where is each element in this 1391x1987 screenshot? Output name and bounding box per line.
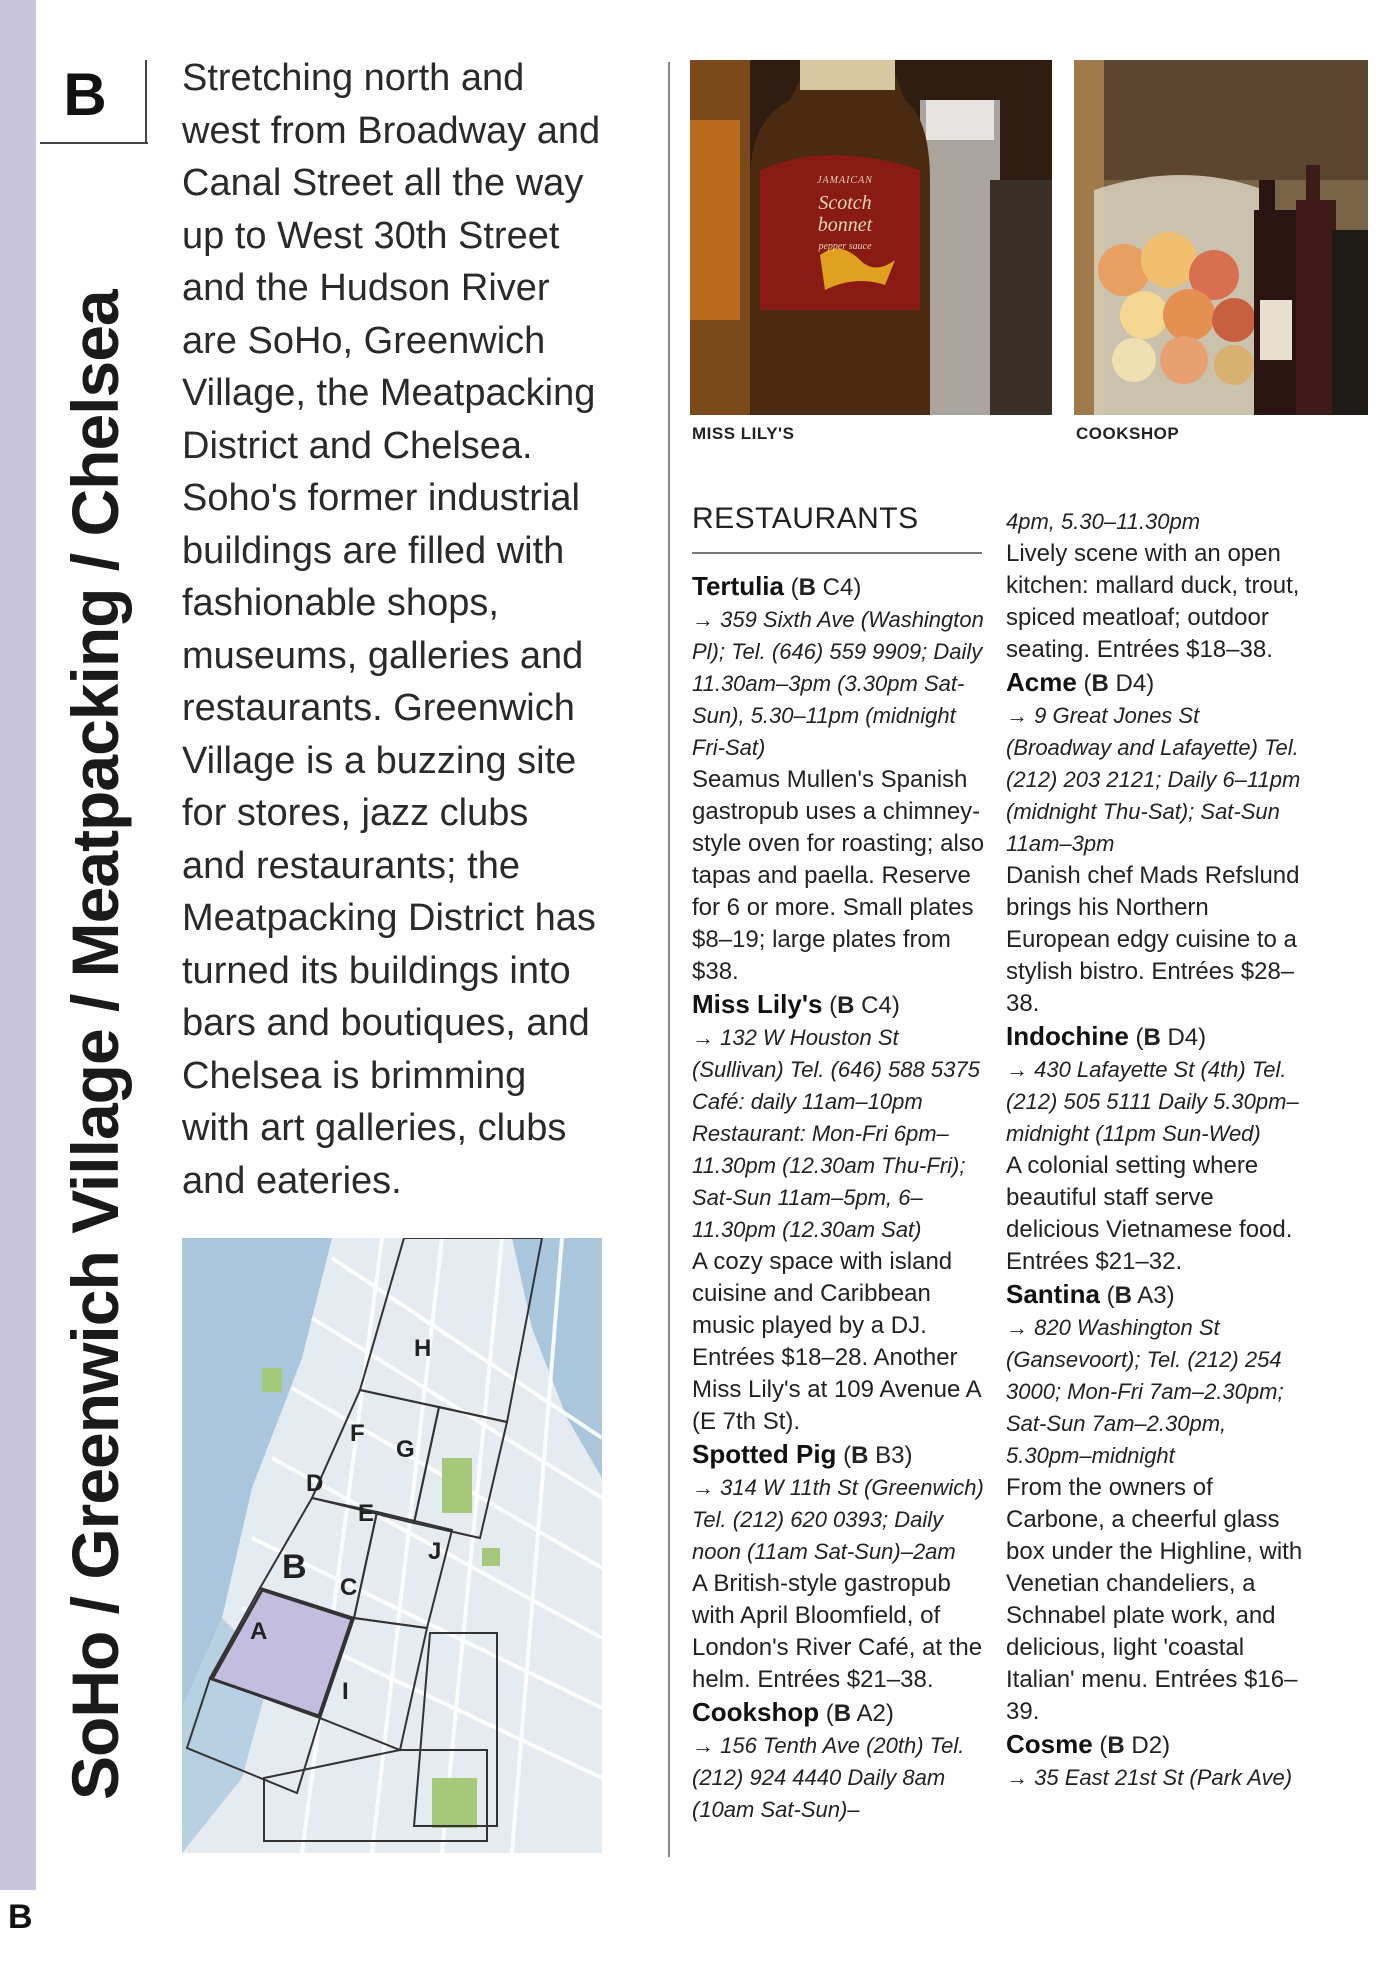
map-label-f: F <box>350 1420 365 1447</box>
restaurant-entry-acme <box>1006 666 1306 1020</box>
map-ref: (B D4) <box>1083 670 1155 697</box>
restaurant-address: → 820 Washington St (Gansevoort); Tel. (212) 254 3000; Mon-Fri 7am–2.30pm; Sat-Sun 7am–2.30pm, 5.30pm–midnight <box>1006 1315 1284 1468</box>
restaurant-entry-spotted-pig <box>692 1438 992 1696</box>
bottle-label-line-4: pepper sauce <box>818 241 872 252</box>
restaurant-description: A colonial setting where beautiful staff serve delicious Vietnamese food. Entrées $21–32. <box>1006 1152 1293 1275</box>
map-ref: (B B3) <box>843 1442 913 1469</box>
restaurant-name: Cosme <box>1006 1729 1093 1759</box>
miss-lilys-caption: MISS LILY'S <box>692 424 795 443</box>
map-ref-letter: B <box>1143 1024 1161 1051</box>
section-letter-tab: B <box>63 61 107 128</box>
restaurant-description: Seamus Mullen's Spanish gastropub uses a chimney-style oven for roasting; also tapas and paella. Reserve for 6 or more. Small plates $8–19; large plates from $38. <box>692 766 985 985</box>
restaurant-entry-cookshop-continued <box>1006 506 1306 666</box>
restaurant-name: Spotted Pig <box>692 1439 837 1469</box>
restaurant-description: A British-style gastropub with April Bloomfield, of London's River Café, at the helm. Entrées $21–38. <box>692 1570 983 1693</box>
district-map <box>182 1238 602 1853</box>
map-ref: (B C4) <box>829 992 900 1019</box>
miss-lilys-photo <box>690 60 1052 415</box>
section-tab-rule <box>40 142 148 144</box>
map-label-c: C <box>340 1574 358 1601</box>
restaurant-address: → 314 W 11th St (Greenwich) Tel. (212) 620 0393; Daily noon (11am Sat-Sun)–2am <box>692 1475 984 1564</box>
map-ref-grid: D2 <box>1131 1732 1163 1759</box>
restaurant-name: Miss Lily's <box>692 989 823 1019</box>
restaurants-heading: RESTAURANTS <box>692 502 919 535</box>
restaurants-heading-rule <box>692 552 982 554</box>
map-ref: (B A2) <box>825 1700 894 1727</box>
map-label-a: A <box>250 1618 268 1645</box>
map-ref-letter: B <box>1114 1282 1132 1309</box>
map-ref-grid: D4 <box>1115 670 1147 697</box>
restaurant-description: From the owners of Carbone, a cheerful glass box under the Highline, with Venetian chandeliers, a Schnabel plate work, and delicious, light 'coastal Italian' menu. Entrées $16–39. <box>1006 1474 1303 1725</box>
map-label-list <box>182 1238 602 1853</box>
restaurant-address: → 359 Sixth Ave (Washington Pl); Tel. (646) 559 9909; Daily 11.30am–3pm (3.30pm Sat-Sun), 5.30–11pm (midnight Fri-Sat) <box>692 607 984 760</box>
cookshop-caption: COOKSHOP <box>1076 424 1180 443</box>
restaurant-entry-cosme <box>1006 1728 1306 1794</box>
map-ref-grid: A2 <box>856 1700 886 1727</box>
section-tab-vrule <box>145 60 147 144</box>
bottle-label-text <box>780 170 910 258</box>
restaurant-entry-indochine <box>1006 1020 1306 1278</box>
map-label-e: E <box>358 1500 375 1527</box>
restaurant-name: Cookshop <box>692 1697 820 1727</box>
map-label-j: J <box>428 1538 442 1565</box>
restaurant-address: → 430 Lafayette St (4th) Tel. (212) 505 5111 Daily 5.30pm–midnight (11pm Sun-Wed) <box>1006 1057 1299 1146</box>
cookshop-photo <box>1074 60 1368 415</box>
map-ref: (B C4) <box>790 574 862 601</box>
restaurant-name: Tertulia <box>692 571 784 601</box>
restaurant-entry-tertulia <box>692 570 992 988</box>
restaurants-column-1 <box>692 570 992 1826</box>
map-ref-grid: D4 <box>1167 1024 1199 1051</box>
column-divider <box>668 62 670 1857</box>
map-label-i: I <box>342 1678 349 1705</box>
map-label-h: H <box>414 1335 432 1362</box>
map-ref-grid: A3 <box>1137 1282 1167 1309</box>
footer-section-letter: B <box>8 1898 33 1936</box>
restaurant-entry-cookshop <box>692 1696 992 1826</box>
map-ref-letter: B <box>851 1442 869 1469</box>
map-label-g: G <box>396 1436 415 1463</box>
map-ref-letter: B <box>837 992 855 1019</box>
restaurant-address: → 156 Tenth Ave (20th) Tel. (212) 924 4440 Daily 8am (10am Sat-Sun)– <box>692 1733 965 1822</box>
restaurant-description: Lively scene with an open kitchen: mallard duck, trout, spiced meatloaf; outdoor seating. Entrées $18–38. <box>1006 540 1300 663</box>
restaurant-address: 4pm, 5.30–11.30pm <box>1006 509 1201 534</box>
restaurant-name: Santina <box>1006 1279 1100 1309</box>
map-ref-grid: C4 <box>861 992 892 1019</box>
map-label-d: D <box>306 1470 324 1497</box>
vertical-district-title: SoHo / Greenwich Village / Meatpacking / Chelsea <box>58 290 132 1800</box>
restaurant-description: A cozy space with island cuisine and Caribbean music played by a DJ. Entrées $18–28. Another Miss Lily's at 109 Avenue A (E 7th St). <box>692 1248 981 1435</box>
map-ref-grid: B3 <box>875 1442 905 1469</box>
bottle-label-line-3: bonnet <box>817 214 873 236</box>
restaurant-name: Acme <box>1006 667 1077 697</box>
map-ref: (B D2) <box>1099 1732 1171 1759</box>
map-ref-letter: B <box>1091 670 1109 697</box>
bottle-label-line-1: JAMAICAN <box>817 175 873 186</box>
bottle-label-line-2: Scotch <box>818 192 872 214</box>
restaurant-address: → 35 East 21st St (Park Ave) <box>1006 1765 1293 1790</box>
map-ref-letter: B <box>1107 1732 1125 1759</box>
side-color-strip <box>0 0 36 1987</box>
restaurant-entry-miss-lilys <box>692 988 992 1438</box>
restaurants-column-2 <box>1006 506 1306 1794</box>
restaurant-address: → 132 W Houston St (Sullivan) Tel. (646) 588 5375 Café: daily 11am–10pm Restaurant: Mon-Fri 6pm–11.30pm (12.30am Thu-Fri); Sat-Sun 11am–5pm, 6–11.30pm (12.30am Sat) <box>692 1025 980 1242</box>
map-ref-letter: B <box>833 1700 852 1727</box>
map-label-b: B <box>282 1548 307 1586</box>
map-ref-letter: B <box>798 574 816 601</box>
map-ref: (B D4) <box>1135 1024 1207 1051</box>
restaurant-description: Danish chef Mads Refslund brings his Northern European edgy cuisine to a stylish bistro. Entrées $28–38. <box>1006 862 1300 1017</box>
intro-paragraph: Stretching north and west from Broadway and Canal Street all the way up to West 30th Street and the Hudson River are SoHo, Greenwich Village, the Meatpacking District and Chelsea. Soho's former industrial buildings are filled with fashionable shops, museums, galleries and restaurants. Greenwich Village is a buzzing site for stores, jazz clubs and restaurants; the Meatpacking District has turned its buildings into bars and boutiques, and Chelsea is brimming with art galleries, clubs and eateries. <box>182 57 601 1202</box>
restaurant-entry-santina <box>1006 1278 1306 1728</box>
map-ref: (B A3) <box>1106 1282 1175 1309</box>
restaurant-name: Indochine <box>1006 1021 1129 1051</box>
restaurant-address: → 9 Great Jones St (Broadway and Lafayette) Tel. (212) 203 2121; Daily 6–11pm (midnight Thu-Sat); Sat-Sun 11am–3pm <box>1006 703 1301 856</box>
map-ref-grid: C4 <box>822 574 854 601</box>
